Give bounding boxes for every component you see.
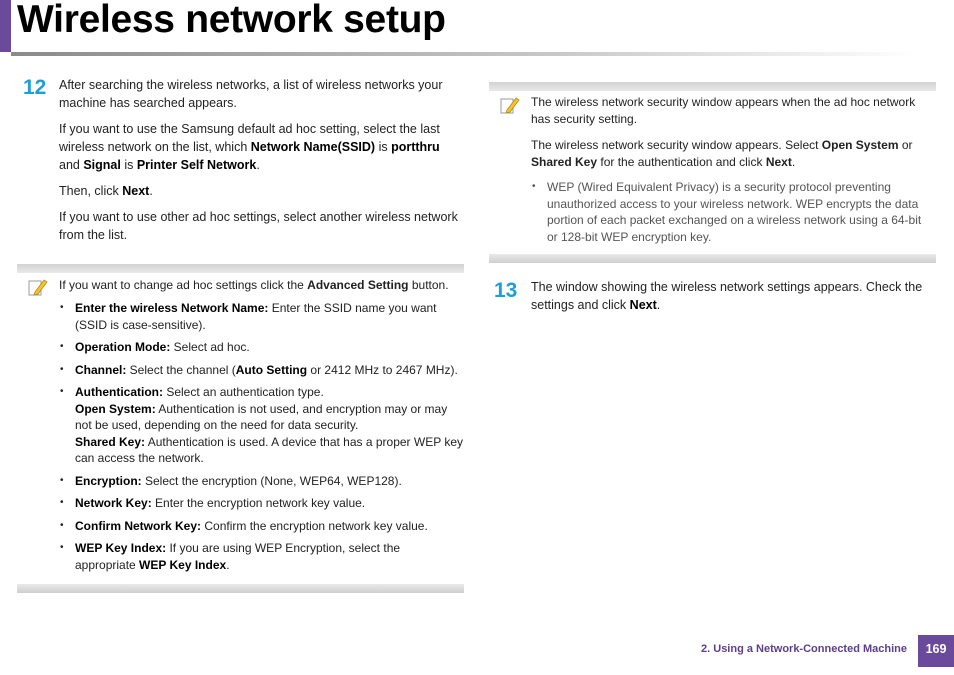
list-item: • Channel: Select the channel (Auto Setting or 2412 MHz to 2467 MHz). xyxy=(59,362,464,379)
list-item: • Network Key: Enter the encryption network key value. xyxy=(59,495,464,512)
step-12-paragraph-1: After searching the wireless networks, a list of wireless networks your machine has searched appears. xyxy=(59,78,443,110)
footer-section-title: 2. Using a Network-Connected Machine xyxy=(701,643,907,655)
title-accent-bar xyxy=(0,0,11,52)
title-divider xyxy=(11,52,916,56)
note-bottom-band xyxy=(17,584,464,593)
security-note-paragraph-2: The wireless network security window appears. Select Open System or Shared Key for the authentication and click Next. xyxy=(531,138,913,169)
step-13-paragraph: The window showing the wireless network settings appears. Check the settings and click Next. xyxy=(531,280,923,312)
list-item: • WEP Key Index: If you are using WEP Encryption, select the appropriate WEP Key Index. xyxy=(59,540,464,573)
list-item: • Enter the wireless Network Name: Enter the SSID name you want (SSID is case-sensitive). xyxy=(59,300,464,333)
note-intro: If you want to change ad hoc settings click the Advanced Setting button. xyxy=(59,278,449,292)
page-number: 169 xyxy=(918,635,954,667)
step-12-paragraph-4: If you want to use other ad hoc settings, select another wireless network from the list. xyxy=(59,210,458,242)
security-note-paragraph-1: The wireless network security window appears when the ad hoc network has security setting. xyxy=(531,95,916,126)
list-item: • Authentication: Select an authentication type. Open System: Authentication is not used, and encryption may or may not be used, depending on the need for data security. Shared Key: Authentication is used. A device that has a proper WEP key can access the network. xyxy=(59,384,464,467)
list-item: • WEP (Wired Equivalent Privacy) is a security protocol preventing unauthorized access to your wireless network. WEP encrypts the data portion of each packet exchanged on a wireless network using a 64-bit or 128-bit WEP encryption key. xyxy=(531,179,931,245)
wep-info-list xyxy=(531,179,931,245)
note-box-security-window xyxy=(489,82,936,263)
step-12-number: 12 xyxy=(23,76,47,99)
step-12-paragraph-2: If you want to use the Samsung default ad hoc setting, select the last wireless network on the list, which Network Name(SSID) is portthru and Signal is Printer Self Network. xyxy=(59,122,440,172)
pencil-note-icon xyxy=(499,95,521,117)
advanced-settings-list xyxy=(59,300,464,573)
note-box-advanced-settings xyxy=(17,264,464,593)
step-12-paragraph-3: Then, click Next. xyxy=(59,184,153,198)
note-top-band xyxy=(489,82,936,91)
page-title: Wireless network setup xyxy=(17,0,446,41)
step-13-number: 13 xyxy=(494,279,518,302)
list-item: • Confirm Network Key: Confirm the encryption network key value. xyxy=(59,518,464,535)
note-top-band xyxy=(17,264,464,273)
list-item: • Operation Mode: Select ad hoc. xyxy=(59,339,464,356)
note-bottom-band xyxy=(489,254,936,263)
pencil-note-icon xyxy=(27,277,49,299)
list-item: • Encryption: Select the encryption (None, WEP64, WEP128). xyxy=(59,473,464,490)
